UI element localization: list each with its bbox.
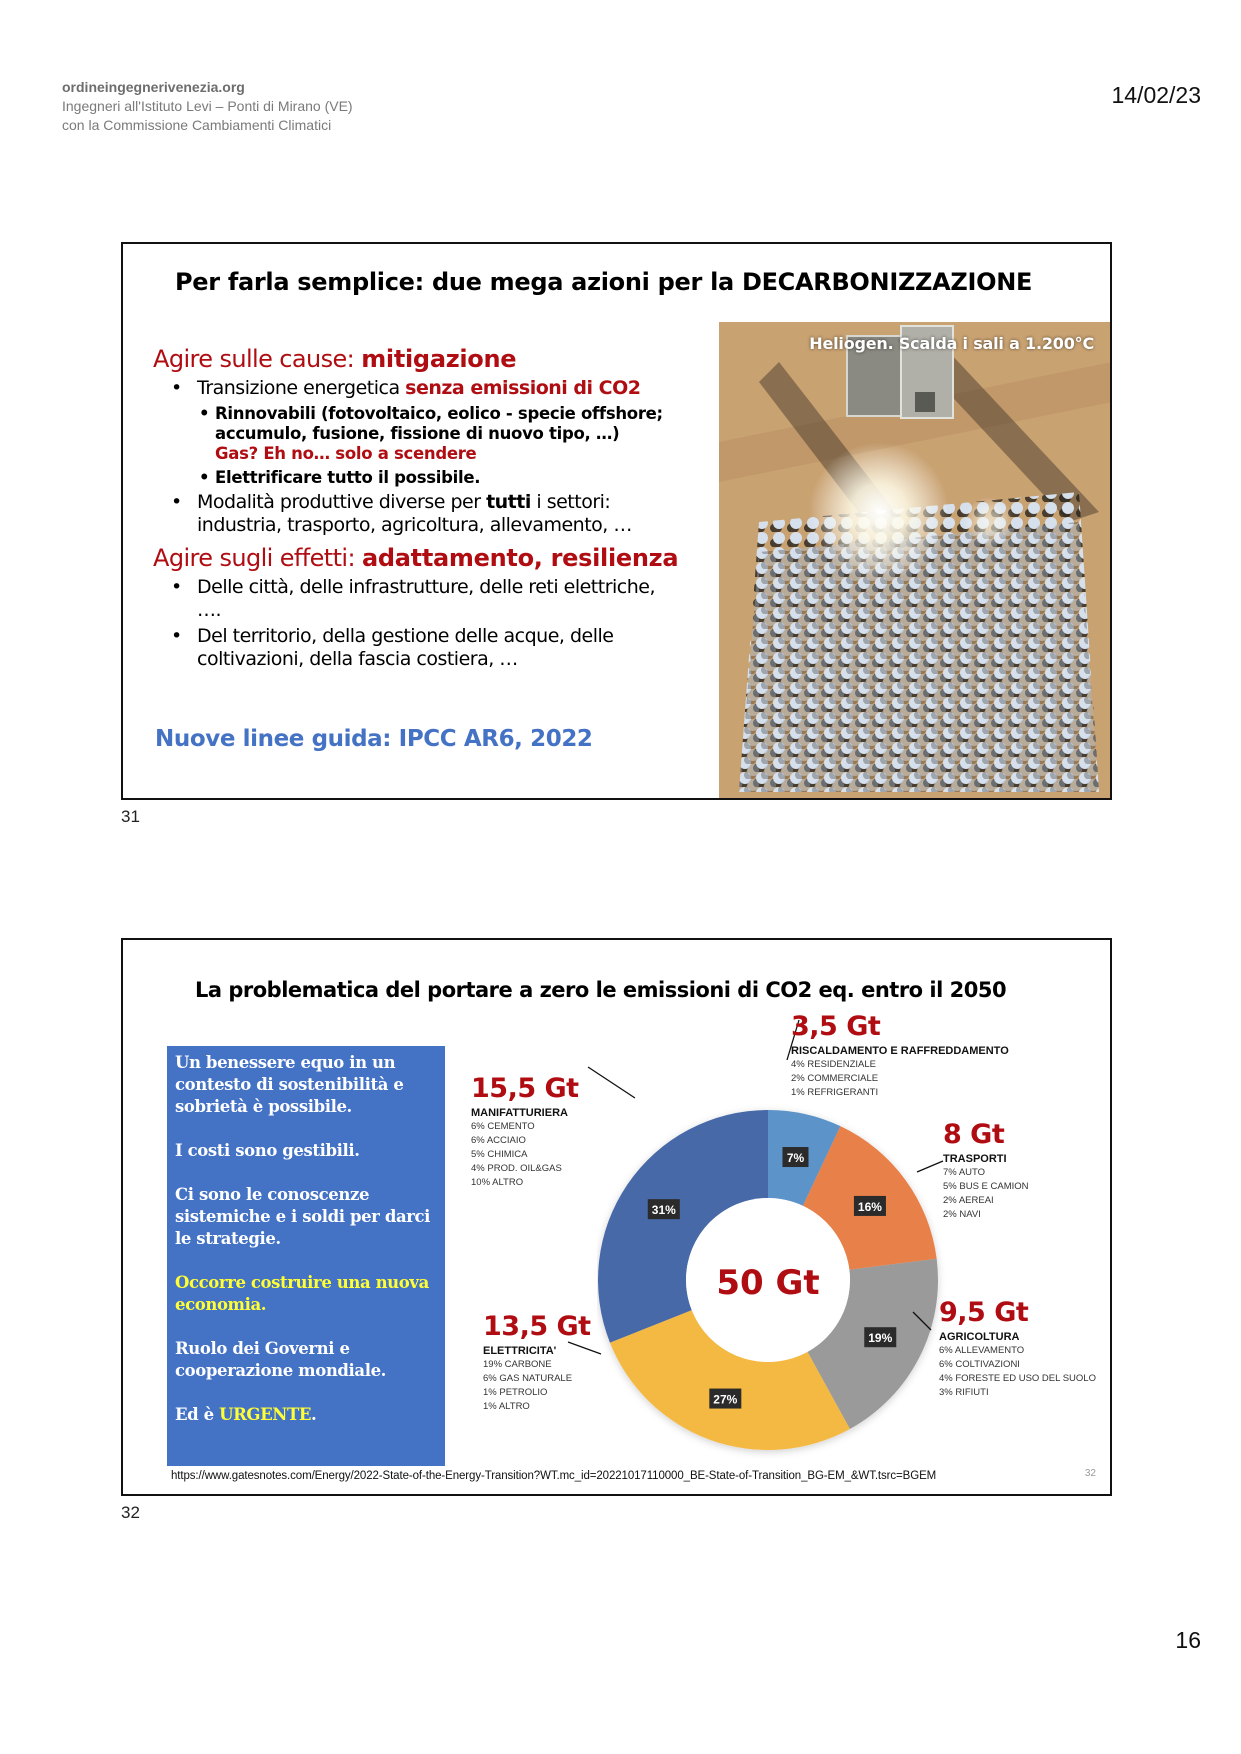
message-costs: I costi sono gestibili.	[175, 1141, 360, 1160]
bullet-energy-transition: • Transizione energetica senza emissioni di CO2	[153, 377, 713, 400]
subbullet-renewables: • Rinnovabili (fotovoltaico, eolico - specie offshore; accumulo, fusione, fissione di nuovo tipo, …) Gas? Eh no… solo a scendere	[153, 404, 713, 464]
slide-31	[121, 242, 1112, 800]
message-new-economy: Occorre costruire una nuova economia.	[175, 1273, 429, 1314]
source-link[interactable]: https://www.gatesnotes.com/Energy/2022-State-of-the-Energy-Transition?WT.mc_id=20221017110000_BE-State-of-Transition_BG-EM_&WT.tsrc=BGEM	[171, 1470, 937, 1482]
percent-label: 27%	[713, 1392, 738, 1407]
header-date: 14/02/23	[1111, 82, 1201, 108]
callout-manufacturing: 15,5 Gt MANIFATTURIERA 6% CEMENTO 6% ACCIAIO 5% CHIMICA 4% PROD. OIL&GAS 10% ALTRO	[471, 1073, 579, 1188]
slide-title: La problematica del portare a zero le emissioni di CO2 eq. entro il 2050	[195, 978, 1007, 1002]
percent-label: 31%	[651, 1203, 676, 1218]
bullet-cities: • Delle città, delle infrastrutture, delle reti elettriche, ….	[153, 576, 713, 622]
slide-number-31: 31	[121, 807, 140, 826]
message-knowledge: Ci sono le conoscenze sistemiche e i soldi per darci le strategie.	[175, 1185, 431, 1248]
message-governments: Ruolo dei Governi e cooperazione mondiale.	[175, 1339, 387, 1380]
percent-label: 7%	[786, 1151, 805, 1166]
header-line2: Ingegneri all'Istituto Levi – Ponti di Mirano (VE)	[62, 98, 353, 114]
subbullet-electrify: • Elettrificare tutto il possibile.	[153, 468, 713, 488]
slide-number-32: 32	[121, 1503, 140, 1522]
heliostat-field-image	[719, 322, 1112, 800]
message-urgent: Ed è URGENTE.	[175, 1405, 317, 1424]
page-header	[62, 78, 353, 135]
heliogen-photo	[719, 322, 1112, 800]
callout-heating: 3,5 Gt RISCALDAMENTO E RAFFREDDAMENTO 4% RESIDENZIALE 2% COMMERCIALE 1% REFRIGERANTI	[791, 1011, 1009, 1098]
header-line3: con la Commissione Cambiamenti Climatici	[62, 117, 332, 133]
photo-caption: Heliogen. Scalda i sali a 1.200°C	[809, 334, 1094, 353]
header-org: ordineingegnerivenezia.org	[62, 79, 245, 95]
bullet-production-modes: • Modalità produttive diverse per tutti i settori: industria, trasporto, agricoltura, allevamento, …	[153, 491, 713, 537]
inner-slide-number: 32	[1084, 1468, 1096, 1479]
percent-label: 19%	[868, 1331, 893, 1346]
slide-title: Per farla semplice: due mega azioni per la DECARBONIZZAZIONE	[175, 268, 1033, 296]
callout-agriculture: 9,5 Gt AGRICOLTURA 6% ALLEVAMENTO 6% COLTIVAZIONI 4% FORESTE ED USO DEL SUOLO 3% RIFIUTI	[939, 1297, 1096, 1398]
percent-label: 16%	[857, 1199, 882, 1214]
guidelines-note: Nuove linee guida: IPCC AR6, 2022	[155, 726, 593, 752]
section-heading-mitigation: Agire sulle cause: mitigazione	[153, 345, 517, 373]
callout-transport: 8 Gt TRASPORTI 7% AUTO 5% BUS E CAMION 2% AEREAI 2% NAVI	[943, 1119, 1029, 1220]
page-number: 16	[1175, 1627, 1201, 1653]
section-heading-adaptation: Agire sugli effetti: adattamento, resilienza	[153, 544, 679, 572]
donut-center-label: 50 Gt	[716, 1263, 820, 1303]
callout-electricity: 13,5 Gt ELETTRICITA' 19% CARBONE 6% GAS NATURALE 1% PETROLIO 1% ALTRO	[483, 1311, 591, 1412]
slide-body	[153, 344, 713, 671]
message-wellbeing: Un benessere equo in un contesto di sostenibilità e sobrietà è possibile.	[175, 1053, 404, 1116]
bullet-territory: • Del territorio, della gestione delle acque, delle coltivazioni, della fascia costiera, …	[153, 625, 713, 671]
slide-32	[121, 938, 1112, 1496]
